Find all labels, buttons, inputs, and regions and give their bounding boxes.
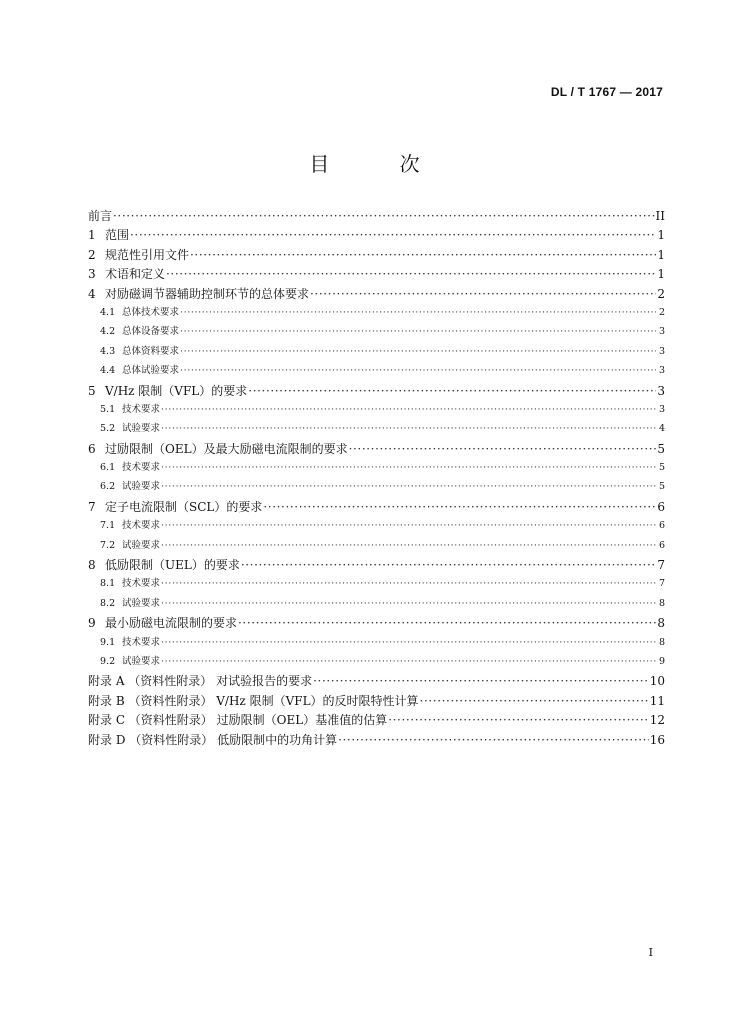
toc-dot-leader xyxy=(161,404,656,415)
toc-entry-number: 7.1 xyxy=(100,520,116,532)
toc-entry-title: 附录 A （资料性附录） 对试验报告的要求 xyxy=(88,674,313,689)
toc-entry-page: 6 xyxy=(658,539,665,551)
toc-entry-page: 3 xyxy=(658,365,665,377)
toc-entry-title: 技术要求 xyxy=(122,462,161,474)
toc-entry[interactable] xyxy=(88,265,665,284)
toc-entry-number: 4.1 xyxy=(100,306,116,318)
toc-entry[interactable] xyxy=(88,537,665,556)
toc-entry-title: 技术要求 xyxy=(122,520,161,532)
toc-entry-page: 2 xyxy=(657,286,665,301)
toc-entry-page: 6 xyxy=(657,499,665,514)
toc-entry[interactable] xyxy=(88,226,665,245)
toc-dot-leader xyxy=(161,656,656,667)
toc-entry-title: 试验要求 xyxy=(122,597,161,609)
toc-entry-title: 技术要求 xyxy=(122,403,161,415)
toc-entry-page: II xyxy=(655,209,665,223)
toc-dot-leader xyxy=(310,287,656,301)
toc-entry-title: 低励限制（UEL）的要求 xyxy=(105,558,240,573)
toc-entry[interactable] xyxy=(88,556,665,575)
toc-entry[interactable] xyxy=(88,459,665,478)
toc-entry-page: 3 xyxy=(658,403,665,415)
toc-dot-leader xyxy=(161,520,656,531)
toc-entry-title: 技术要求 xyxy=(122,636,161,648)
toc-dot-leader xyxy=(161,578,656,589)
toc-entry-title: 技术要求 xyxy=(122,578,161,590)
toc-entry-number: 7 xyxy=(88,499,96,514)
toc-entry-title: 试验要求 xyxy=(122,423,161,435)
toc-entry-number: 6.1 xyxy=(100,462,116,474)
toc-entry[interactable] xyxy=(88,672,665,691)
toc-entry-title: 过励限制（OEL）及最大励磁电流限制的要求 xyxy=(105,441,348,456)
toc-entry[interactable] xyxy=(88,401,665,420)
table-of-contents xyxy=(88,207,665,750)
toc-entry-page: 8 xyxy=(657,616,665,631)
toc-entry[interactable] xyxy=(88,343,665,362)
toc-entry-title: 前言 xyxy=(88,209,113,223)
toc-entry[interactable] xyxy=(88,420,665,439)
toc-entry-page: 4 xyxy=(658,423,665,435)
toc-entry[interactable] xyxy=(88,692,665,711)
toc-entry-page: 10 xyxy=(649,674,665,689)
toc-entry-page: 9 xyxy=(658,655,665,667)
toc-entry-title: 试验要求 xyxy=(122,539,161,551)
toc-entry-number: 4 xyxy=(88,286,96,301)
toc-entry-page: 5 xyxy=(658,462,665,474)
toc-dot-leader xyxy=(420,694,649,708)
toc-entry-page: 5 xyxy=(657,441,665,456)
toc-entry-page: 11 xyxy=(649,693,665,708)
toc-dot-leader xyxy=(161,462,656,473)
toc-entry-title: 术语和定义 xyxy=(105,267,166,282)
toc-entry[interactable] xyxy=(88,731,665,750)
toc-entry-number: 5.2 xyxy=(100,423,116,435)
toc-entry-number: 8.1 xyxy=(100,578,116,590)
toc-dot-leader xyxy=(263,500,656,514)
toc-entry-number: 2 xyxy=(88,247,96,262)
toc-entry[interactable] xyxy=(88,362,665,381)
toc-entry-page: 7 xyxy=(658,578,665,590)
toc-dot-leader xyxy=(238,616,656,630)
toc-entry-title: 试验要求 xyxy=(122,655,161,667)
toc-entry-number: 7.2 xyxy=(100,539,116,551)
toc-entry-number: 3 xyxy=(88,267,96,282)
toc-entry[interactable] xyxy=(88,614,665,633)
toc-entry[interactable] xyxy=(88,323,665,342)
toc-entry-page: 3 xyxy=(658,326,665,338)
toc-entry-title: 附录 D （资料性附录） 低励限制中的功角计算 xyxy=(88,732,338,747)
toc-entry-number: 8 xyxy=(88,558,96,573)
toc-entry-page: 7 xyxy=(657,558,665,573)
toc-entry-page: 1 xyxy=(657,247,665,262)
toc-entry[interactable] xyxy=(88,634,665,653)
toc-entry-title: 总体资料要求 xyxy=(122,345,180,357)
toc-entry-number: 9 xyxy=(88,616,96,631)
toc-dot-leader xyxy=(241,558,656,572)
toc-entry[interactable] xyxy=(88,498,665,517)
toc-entry[interactable] xyxy=(88,517,665,536)
toc-entry-title: 最小励磁电流限制的要求 xyxy=(105,616,238,631)
document-code-header: DL / T 1767 — 2017 xyxy=(550,85,663,99)
toc-entry-title: V/Hz 限制（VFL）的要求 xyxy=(105,383,248,398)
toc-entry-title: 附录 C （资料性附录） 过励限制（OEL）基准值的估算 xyxy=(88,713,388,728)
toc-entry-page: 2 xyxy=(658,306,665,318)
toc-entry-number: 6.2 xyxy=(100,481,116,493)
toc-entry-title: 对励磁调节器辅助控制环节的总体要求 xyxy=(105,286,310,301)
toc-dot-leader xyxy=(180,346,656,357)
toc-entry-number: 4.2 xyxy=(100,326,116,338)
toc-entry-title: 附录 B （资料性附录） V/Hz 限制（VFL）的反时限特性计算 xyxy=(88,693,419,708)
toc-entry-page: 1 xyxy=(657,228,665,243)
page-title: 目 次 xyxy=(309,152,452,176)
toc-entry-title: 范围 xyxy=(105,228,130,243)
toc-dot-leader xyxy=(113,209,655,223)
toc-entry-title: 定子电流限制（SCL）的要求 xyxy=(105,499,263,514)
toc-entry-number: 1 xyxy=(88,228,96,243)
toc-dot-leader xyxy=(180,365,656,376)
page-number: I xyxy=(648,946,653,959)
toc-entry-title: 试验要求 xyxy=(122,481,161,493)
toc-entry-page: 5 xyxy=(658,481,665,493)
toc-entry[interactable] xyxy=(88,207,665,226)
toc-entry-page: 3 xyxy=(657,383,665,398)
toc-entry-page: 16 xyxy=(649,732,665,747)
toc-entry-page: 12 xyxy=(649,713,665,728)
toc-entry-number: 8.2 xyxy=(100,597,116,609)
toc-entry[interactable] xyxy=(88,595,665,614)
toc-dot-leader xyxy=(166,267,656,281)
toc-entry-page: 6 xyxy=(658,520,665,532)
toc-entry-number: 9.2 xyxy=(100,655,116,667)
toc-entry[interactable] xyxy=(88,304,665,323)
toc-dot-leader xyxy=(388,713,649,727)
toc-entry-number: 5.1 xyxy=(100,403,116,415)
toc-entry[interactable] xyxy=(88,478,665,497)
toc-dot-leader xyxy=(248,384,656,398)
toc-entry[interactable] xyxy=(88,653,665,672)
toc-entry-number: 9.1 xyxy=(100,636,116,648)
toc-entry-page: 3 xyxy=(658,345,665,357)
toc-dot-leader xyxy=(190,248,656,262)
toc-dot-leader xyxy=(161,540,656,551)
toc-entry-title: 总体技术要求 xyxy=(122,306,180,318)
toc-entry[interactable] xyxy=(88,246,665,265)
toc-dot-leader xyxy=(130,228,656,242)
toc-entry[interactable] xyxy=(88,711,665,730)
toc-entry-page: 1 xyxy=(657,267,665,282)
toc-dot-leader xyxy=(180,326,656,337)
toc-entry-title: 总体试验要求 xyxy=(122,365,180,377)
toc-dot-leader xyxy=(349,442,656,456)
toc-entry[interactable] xyxy=(88,285,665,304)
toc-entry-number: 4.3 xyxy=(100,345,116,357)
toc-entry[interactable] xyxy=(88,575,665,594)
toc-entry-page: 8 xyxy=(658,597,665,609)
toc-entry-title: 规范性引用文件 xyxy=(105,247,190,262)
toc-entry-number: 6 xyxy=(88,441,96,456)
toc-dot-leader xyxy=(180,307,656,318)
toc-dot-leader xyxy=(161,481,656,492)
toc-dot-leader xyxy=(313,674,649,688)
toc-dot-leader xyxy=(161,423,656,434)
toc-entry[interactable] xyxy=(88,440,665,459)
toc-entry-page: 8 xyxy=(658,636,665,648)
toc-entry[interactable] xyxy=(88,382,665,401)
toc-dot-leader xyxy=(338,733,649,747)
toc-entry-number: 5 xyxy=(88,383,96,398)
toc-entry-number: 4.4 xyxy=(100,365,116,377)
toc-dot-leader xyxy=(161,598,656,609)
toc-entry-title: 总体设备要求 xyxy=(122,326,180,338)
toc-dot-leader xyxy=(161,637,656,648)
